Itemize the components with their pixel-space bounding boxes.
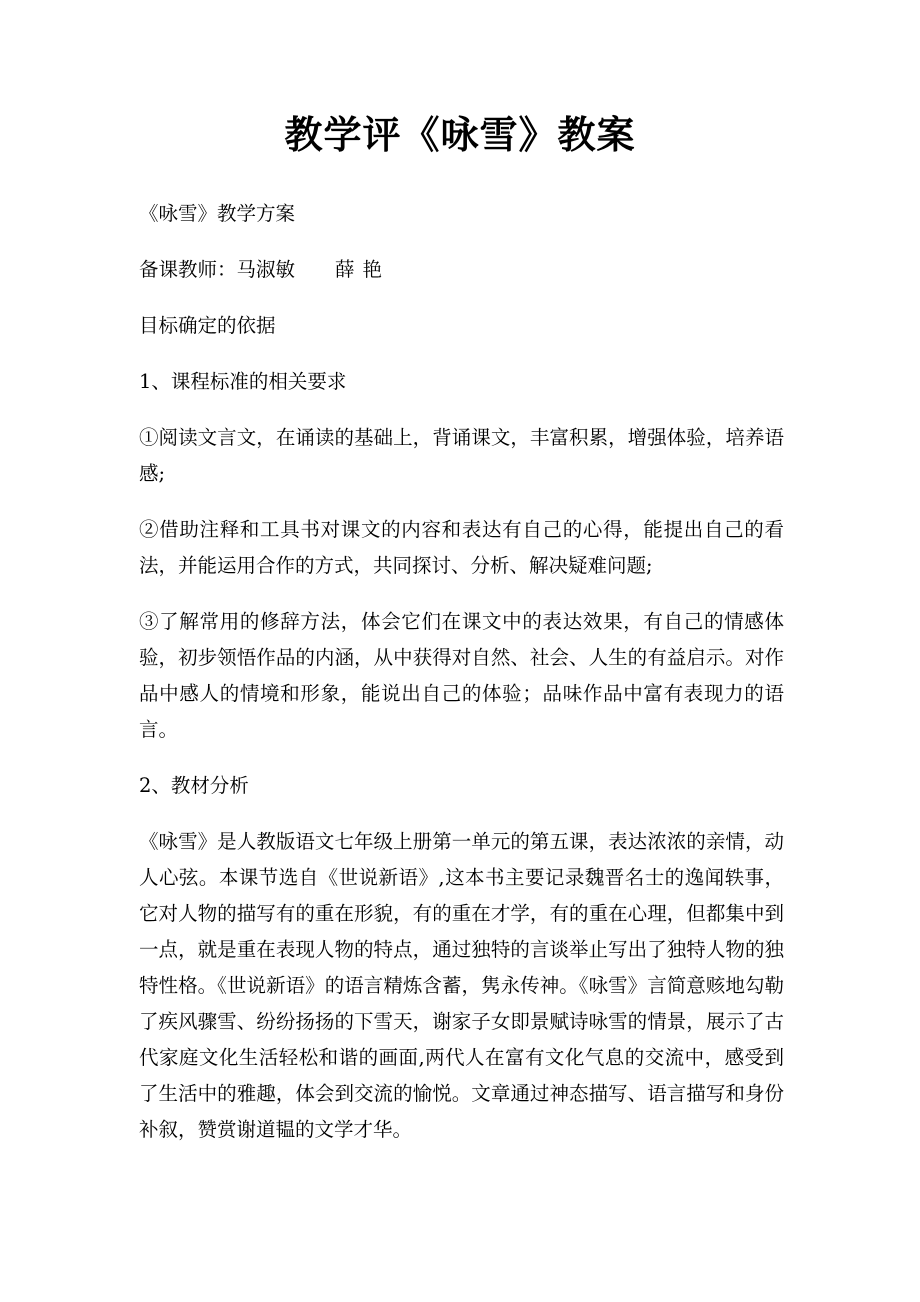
- teacher-second-surname: 薛: [335, 258, 355, 281]
- teacher-line: [139, 252, 784, 288]
- teacher-label: 备课教师：马淑敏: [139, 258, 296, 281]
- plan-subtitle: 《咏雪》教学方案: [139, 202, 296, 225]
- section-basis-heading: 目标确定的依据: [139, 314, 276, 337]
- document-title: 教学评《咏雪》教案: [284, 112, 636, 157]
- document-body: [139, 196, 784, 1168]
- teacher-second-given: 艳: [362, 258, 383, 281]
- analysis-paragraph: 《咏雪》是人教版语文七年级上册第一单元的第五课，表达浓浓的亲情，动人心弦。本课节选自《世说新语》,这本书主要记录魏晋名士的逸闻轶事，它对人物的描写有的重在形貌，有的重在才学，有的重在心理，但都集中到一点，就是重在表现人物的特点，通过独特的言谈举止写出了独特人物的独特性格。《世说新语》的语言精炼含蓄，隽永传神。《咏雪》言简意赅地勾勒了疾风骤雪、纷纷扬扬的下雪天，谢家子女即景赋诗咏雪的情景，展示了古代家庭文化生活轻松和谐的画面,两代人在富有文化气息的交流中，感受到了生活中的雅趣，体会到交流的愉悦。文章通过神态描写、语言描写和身份补叙，赞赏谢道韫的文学才华。: [139, 830, 784, 1141]
- heading-curriculum-standards: 1、课程标准的相关要求: [139, 370, 347, 393]
- heading-textbook-analysis: 2、教材分析: [139, 774, 249, 797]
- requirement-item-2: ②借助注释和工具书对课文的内容和表达有自己的心得，能提出自己的看法，并能运用合作的方式，共同探讨、分析、解决疑难问题;: [139, 518, 784, 577]
- requirement-item-1: ①阅读文言文，在诵读的基础上，背诵课文，丰富积累，增强体验，培养语感;: [139, 426, 784, 485]
- requirement-item-3: ③了解常用的修辞方法，体会它们在课文中的表达效果，有自己的情感体验，初步领悟作品的内涵，从中获得对自然、社会、人生的有益启示。对作品中感人的情境和形象，能说出自己的体验；品味作品中富有表现力的语言。: [139, 610, 784, 741]
